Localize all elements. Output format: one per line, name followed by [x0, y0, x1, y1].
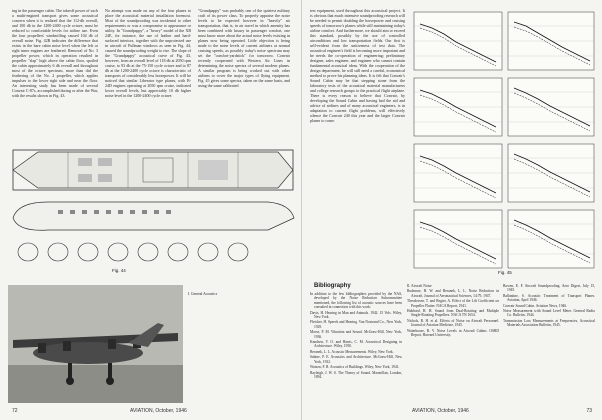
bibliography-heading: Bibliography	[314, 283, 351, 289]
bib-ref: In addition to the few bibliographies provided by the NAS, developed by the Noise Reduction Subcommittee mentioned, the following list of acoustic sources have been consulted in connection with this work:	[310, 292, 402, 310]
fig-45-caption: Fig. 45	[498, 270, 512, 275]
bibliography-col-2	[407, 284, 499, 404]
aircraft-photo	[8, 285, 183, 403]
right-folio: 73	[586, 408, 592, 414]
bib-ref: Bowen, E. F. Aircraft Soundproofing. Aero Digest, July 15, 1945.	[503, 284, 595, 293]
bib-ref: Waterhouse, R. V. Noise Levels in Aircraft Cabins. OSRD Report, Harvard University.	[407, 328, 499, 338]
bibliography-col-3	[503, 284, 595, 404]
bibliography-col-1	[310, 292, 402, 404]
noise-spectra-graphs	[410, 6, 598, 274]
bib-ref: Knudsen, V. O. and Harris, C. M. Acoustical Designing in Architecture. Wiley, 1950.	[310, 340, 402, 349]
bib-ref: Hubbard, H. H. Sound from Dual-Rotating and Multiple Single-Rotating Propellers. NACA TN 1654.	[407, 309, 499, 318]
bib-ref: Ballantine, S. Acoustic Treatment of Transport Planes. Aviation, April 1946.	[503, 293, 595, 303]
left-column-3: "Grandpappy" was probably one of the quietest military craft of its power class. To properly appraise the noise levels to be expected however in "heavily" air transportation, that is, in air travel in which amenity has been combined with luxury in passenger comfort, one must know more about the actual noise levels existing in planes now being operated. Little objection is being made to the noise levels of current airliners at normal cruising speeds, as possibly today's noise spectrum may set the "comfort-yardstick" for tomorrow. Convair recently cooperated with Western Air Lines in determining the noise spectra of several modern planes. A similar program is being worked out with other airlines to cover the major types of flying equipment. Fig. 45 gives some spectra, taken on the same basis, and using the same calibrated	[198, 8, 290, 88]
cabin-plan-drawing	[8, 140, 298, 290]
bib-ref: Watson, F. R. Acoustics of Buildings. Wiley, New York, 1941.	[310, 365, 400, 370]
bib-ref: Sabine, P. E. Acoustics and Architecture. McGraw-Hill, New York, 1932.	[310, 355, 402, 364]
bib-ref: Rudmose, H. W. and Beranek, L. L. Noise Reduction in Aircraft. Journal of Aeronautical Sciences, 14:79, 1947.	[407, 289, 499, 298]
bib-ref: Noise Measurement with Sound Level Meter. General Radio Co. Bulletin, 1944.	[503, 309, 595, 318]
left-column-3-continued	[188, 292, 292, 404]
bib-ref: Beranek, L. L. Acoustic Measurements. Wiley, New York.	[310, 349, 394, 354]
right-footer: AVIATION, October, 1946	[412, 408, 469, 414]
bib-ref: Fletcher, H. Speech and Hearing. Van Nostrand Co., New York, 1929.	[310, 320, 402, 329]
bib-ref: Transmission Loss Measurements at Frequencies, Acoustical Materials Association Bulletin, 1945.	[503, 318, 595, 328]
bib-ref: II. Aircraft Noise	[407, 284, 432, 288]
right-page	[301, 0, 602, 420]
left-footer: AVIATION, October, 1946	[130, 408, 187, 414]
right-column-1: test equipment, used throughout this acoustical project. It is obvious that much intensive soundproofing research will be needed to permit doubling the horsepower and cruising speeds of tomorrow's planes while still maintaining today's airline comfort. And furthermore, we should aim to exceed this standard, possibly by the use of controlled airconditions and low transportation fields. Our first is self-evident from the unitiveness of test data. The acoustical engineer's field is becoming more important and he needs the co-operation of engineering; preliminary designer, sales engineer, and engineer who cannot contain fundamental acoustical ideas. With the cooperation of the design department, he will still need a careful, economical method to prove his planning ideas. It is felt that Convair's Sound Cabin may be that stepping stone from the laboratory tests of the acoustical material manufacturers and college research groups to the practical flight airplane. There is every reason to believe that Convair, by developing the Sound Cabin and having had the aid and advice of airlines and of many acoustical engineers, is in adaptation to current flight problems, will effectively silence the Convair 240 this year and the larger Convair planes to come.	[310, 8, 405, 123]
fig-44-caption: Fig. 44	[112, 268, 126, 273]
left-folio: 72	[12, 408, 18, 414]
bib-ref: Davis, H. Hearing in Man and Animals. 1942. 15 Vols. Wiley, New York.	[310, 310, 402, 320]
left-column-1: ing in the passenger cabin. The takeoff power of such a multi-engined transport gives some acoustical concern when it is realized that the 112-db overall, and 100 db in the 1200-2400 cycle octave, must be reduced to comfortable levels for airline use. Even the four propellers' windmilling caused 104 db of overall noise. Fig. 42B indicates the difference that exists in the bare cabin noise level when the left or right inner engines are feathered. Removal of No. 3 propeller power, which in operation resulted in propeller "slap" high above the cabin floor, spoiled the cabin approximately 6 db overall and throughout most of the octave spectrum, more than did the feathering of the No. 2 propeller, which applies impulses to the lower right side and near the floor. An interesting study has been made of several Convair C-87s, accomplished during or after the War, with the results shown in Fig. 43.	[12, 8, 98, 98]
bib-ref: Convair Sound Cabin. Aviation News, 1946.	[503, 303, 568, 308]
left-column-2: No attempt was made on any of the four planes to place the acoustical material installation foremost. Most of the soundproofing was incidental to other requirements or was a compromise to appearance or utility. In "Grandpappy", a "heavy" model of the XB 24E, for instance, the use of leather and hard-surfaced interiors, together with the unprotected use in aircraft of Pullman windows as seen in Fig. 44, caused the soundproofing weight to rise. The slope of the "Grandpappy" acoustical curve of Fig. 43, however, from an overall level of 118 db at 2050 rpm cruise, to 93 db at the 75-150 cycle octave and to 87 db at the 1200-2400 cycle octave is characteristic of transports of considerably less horsepower. It will be noticed that similar Liberator type planes, with B-24D engines operating at 2050 rpm cruise, indicated lower overall levels, but appreciably 10 db higher noise level in the 1200-2400 cycle octave.	[105, 8, 191, 98]
bib-ref: Theodorsen, T. and Regier, A. Effect of the Lift Coefficient on Propeller Flutter. NACA Report, 1941.	[407, 299, 499, 308]
bib-ref: Nichols, R. H. et al. Effects of Noise on Aircraft Personnel. Journal of Aviation Medicine, 1945.	[407, 318, 499, 328]
bib-ref: Morse, P. M. Vibration and Sound. McGraw-Hill, New York, 1936.	[310, 330, 402, 339]
left-bib-ref: I. General Acoustics	[188, 292, 218, 296]
bib-ref: Rayleigh, J. W. S. The Theory of Sound. Macmillan, London, 1894.	[310, 370, 402, 379]
